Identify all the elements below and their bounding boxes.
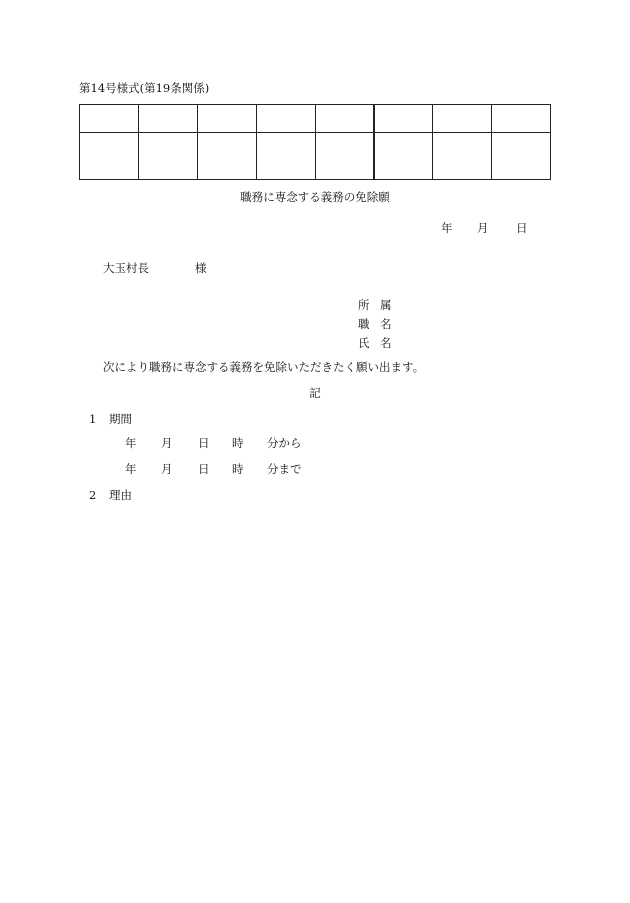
stamp-cell	[315, 133, 374, 180]
addressee	[103, 260, 207, 276]
stamp-cell	[80, 133, 139, 180]
stamp-cell	[492, 105, 551, 133]
stamp-cell	[492, 133, 551, 180]
section-label: 期間	[109, 412, 132, 426]
addressee-honorific: 様	[195, 261, 207, 275]
stamp-cell	[256, 133, 315, 180]
document-title: 職務に専念する義務の免除願	[240, 190, 390, 204]
name-label: 氏 名	[358, 336, 392, 350]
stamp-cell	[80, 105, 139, 133]
stamp-cell	[197, 133, 256, 180]
section-number: 1	[89, 412, 97, 426]
section-period	[89, 411, 132, 427]
form-number: 第14号様式(第19条関係)	[79, 81, 210, 95]
period-to: 年 月 日 時 分まで	[125, 462, 302, 476]
section-number: 2	[89, 488, 97, 502]
stamp-cell	[138, 105, 197, 133]
stamp-cell	[433, 133, 492, 180]
section-label: 理由	[109, 488, 132, 502]
addressee-name: 大玉村長	[103, 261, 149, 275]
position-label: 職 名	[358, 317, 392, 331]
date-line	[441, 220, 528, 236]
section-reason	[89, 487, 132, 503]
stamp-cell	[256, 105, 315, 133]
stamp-cell	[315, 105, 374, 133]
ki-heading: 記	[309, 386, 321, 400]
affiliation-label: 所 属	[358, 298, 392, 312]
date-day: 日	[516, 221, 528, 235]
stamp-cell	[138, 133, 197, 180]
date-month: 月	[477, 221, 489, 235]
approval-stamp-table	[79, 104, 551, 180]
stamp-cell	[374, 105, 433, 133]
date-year: 年	[441, 221, 453, 235]
stamp-cell	[197, 105, 256, 133]
request-body-text: 次により職務に専念する義務を免除いただきたく願い出ます。	[103, 360, 425, 374]
period-from: 年 月 日 時 分から	[125, 436, 302, 450]
stamp-cell	[374, 133, 433, 180]
stamp-cell	[433, 105, 492, 133]
